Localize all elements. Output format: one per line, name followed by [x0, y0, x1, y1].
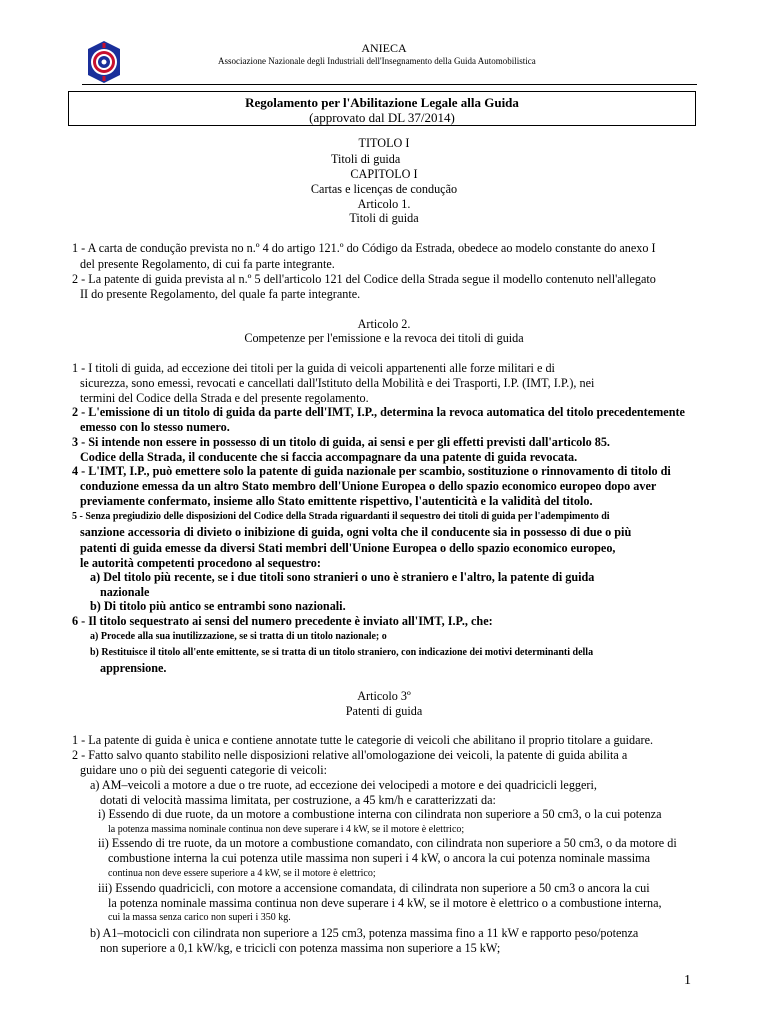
- text-line: del presente Regolamento, di cui fa parte integrante.: [80, 257, 335, 271]
- text-line: a) Procede alla sua inutilizzazione, se si tratta di un titolo nazionale; o: [90, 631, 387, 642]
- text-line: iii) Essendo quadricicli, con motore a accensione comandata, di cilindrata non superiore a 50 cm3 o ancora la cui: [98, 881, 650, 895]
- text-line: b) Restituisce il titolo all'ente emittente, se si tratta di un titolo straniero, con indicazione dei motivi determinanti della: [90, 647, 594, 658]
- text-line: TITOLO I: [358, 136, 410, 150]
- text-line: combustione interna la cui potenza utile massima non superi i 4 kW, o ancora la cui potenza nominale massima: [108, 851, 651, 865]
- text-line: guidare uno o più dei seguenti categorie di veicoli:: [80, 763, 328, 777]
- text-line: previamente confermato, insieme allo Stato emittente rispettivo, l'autenticità e la validità del titolo.: [80, 494, 593, 508]
- text-line: Titoli di guida: [349, 211, 419, 225]
- page-number: 1: [684, 973, 691, 988]
- document-title: Regolamento per l'Abilitazione Legale alla Guida: [245, 95, 519, 110]
- text-line: b) A1–motocicli con cilindrata non superiore a 125 cm3, potenza massima fino a 11 kW e rapporto peso/potenza: [90, 926, 639, 940]
- text-line: II do presente Regolamento, del quale fa parte integrante.: [80, 287, 361, 301]
- text-line: Codice della Strada, il conducente che si faccia accompagnare da una patente di guida revocata.: [80, 450, 578, 464]
- text-line: 1 - La patente di guida è unica e contiene annotate tutte le categorie di veicoli che abilitano il proprio titolare a guidare.: [72, 733, 654, 747]
- text-line: 4 - L'IMT, I.P., può emettere solo la patente di guida nazionale per scambio, sostituzione o rinnovamento di titolo di: [72, 464, 671, 478]
- text-line: b) Di titolo più antico se entrambi sono nazionali.: [90, 599, 346, 613]
- text-line: Articolo 3º: [357, 689, 411, 703]
- text-line: patenti di guida emesse da diversi Stati membri dell'Unione Europea o dello spazio economico europeo,: [80, 541, 616, 555]
- text-line: le autorità competenti procedono al sequestro:: [80, 556, 321, 570]
- text-line: Articolo 1.: [357, 197, 411, 211]
- text-line: conduzione emessa da un altro Stato membro dell'Unione Europea o dello spazio economico europeo dopo aver: [80, 479, 657, 493]
- document-subtitle: (approvato dal DL 37/2014): [309, 110, 455, 125]
- text-line: 3 - Si intende non essere in possesso di un titolo di guida, ai sensi e per gli effetti previsti dall'articolo 85.: [72, 435, 610, 449]
- text-line: ii) Essendo di tre ruote, da un motore a combustione comandato, con cilindrata non superiore a 50 cm3, o da motore di: [98, 836, 677, 850]
- text-line: Competenze per l'emissione e la revoca dei titoli di guida: [244, 331, 524, 345]
- text-line: i) Essendo di due ruote, da un motore a combustione interna con cilindrata non superiore a 50 cm3, o la cui potenza: [98, 807, 662, 821]
- text-line: 1 - I titoli di guida, ad eccezione dei titoli per la guida di veicoli appartenenti alle forze militari e di: [72, 361, 555, 375]
- text-line: sanzione accessoria di divieto o inibizione di guida, ogni volta che il conducente sia in possesso di due o più: [80, 525, 632, 539]
- text-line: dotati di velocità massima limitata, per costruzione, a 45 km/h e caratterizzati da:: [100, 793, 496, 807]
- text-line: 6 - Il titolo sequestrato ai sensi del numero precedente è inviato all'IMT, I.P., che:: [72, 614, 493, 628]
- text-line: Articolo 2.: [357, 317, 411, 331]
- text-line: la potenza nominale massima continua non deve superare i 4 kW, se il motore è elettrico o a combustione interna,: [108, 896, 662, 910]
- text-line: termini del Codice della Strada e del presente regolamento.: [80, 391, 369, 405]
- text-line: a) AM–veicoli a motore a due o tre ruote, ad eccezione dei velocipedi a motore e dei quadricicli leggeri,: [90, 778, 597, 792]
- text-line: non superiore a 0,1 kW/kg, e tricicli con potenza massima non superiore a 15 kW;: [100, 941, 501, 955]
- text-line: 2 - Fatto salvo quanto stabilito nelle disposizioni relative all'omologazione dei veicoli, la patente di guida abilita a: [72, 748, 628, 762]
- text-line: apprensione.: [100, 661, 167, 675]
- header-divider: [82, 84, 697, 85]
- text-line: 5 - Senza pregiudizio delle disposizioni del Codice della Strada riguardanti il sequestro dei titoli di guida per l'adempimento di: [72, 511, 610, 522]
- text-line: continua non deve essere superiore a 4 kW, se il motore è elettrico;: [108, 868, 376, 879]
- document-title-box: [68, 91, 696, 126]
- text-line: Patenti di guida: [345, 704, 423, 718]
- text-line: Titoli di guida: [331, 152, 401, 166]
- org-name: ANIECA: [361, 41, 407, 55]
- text-line: la potenza massima nominale continua non deve superare i 4 kW, se il motore è elettrico;: [108, 824, 465, 835]
- text-line: sicurezza, sono emessi, revocati e cancellati dall'Istituto della Mobilità e dei Trasporti, I.P. (IMT, I.P.), nei: [80, 376, 595, 390]
- text-line: 2 - L'emissione di un titolo di guida da parte dell'IMT, I.P., determina la revoca automatica del titolo precedentemente: [72, 405, 685, 419]
- org-full-name: Associazione Nazionale degli Industriali dell'Insegnamento della Guida Automobilistica: [218, 56, 536, 66]
- text-line: a) Del titolo più recente, se i due titoli sono stranieri o uno è straniero e l'altro, la patente di guida: [90, 570, 595, 584]
- text-line: nazionale: [100, 585, 150, 599]
- text-line: 1 - A carta de condução prevista no n.º 4 do artigo 121.º do Código da Estrada, obedece ao modelo constante do anexo I: [72, 241, 656, 255]
- text-line: cui la massa senza carico non superi i 350 kg.: [108, 912, 291, 923]
- text-line: CAPITOLO I: [350, 167, 418, 181]
- text-line: Cartas e licenças de condução: [310, 182, 458, 196]
- text-line: emesso con lo stesso numero.: [80, 420, 230, 434]
- text-line: 2 - La patente di guida prevista al n.º 5 dell'articolo 121 del Codice della Strada segue il modello contenuto nell'allegato: [72, 272, 656, 286]
